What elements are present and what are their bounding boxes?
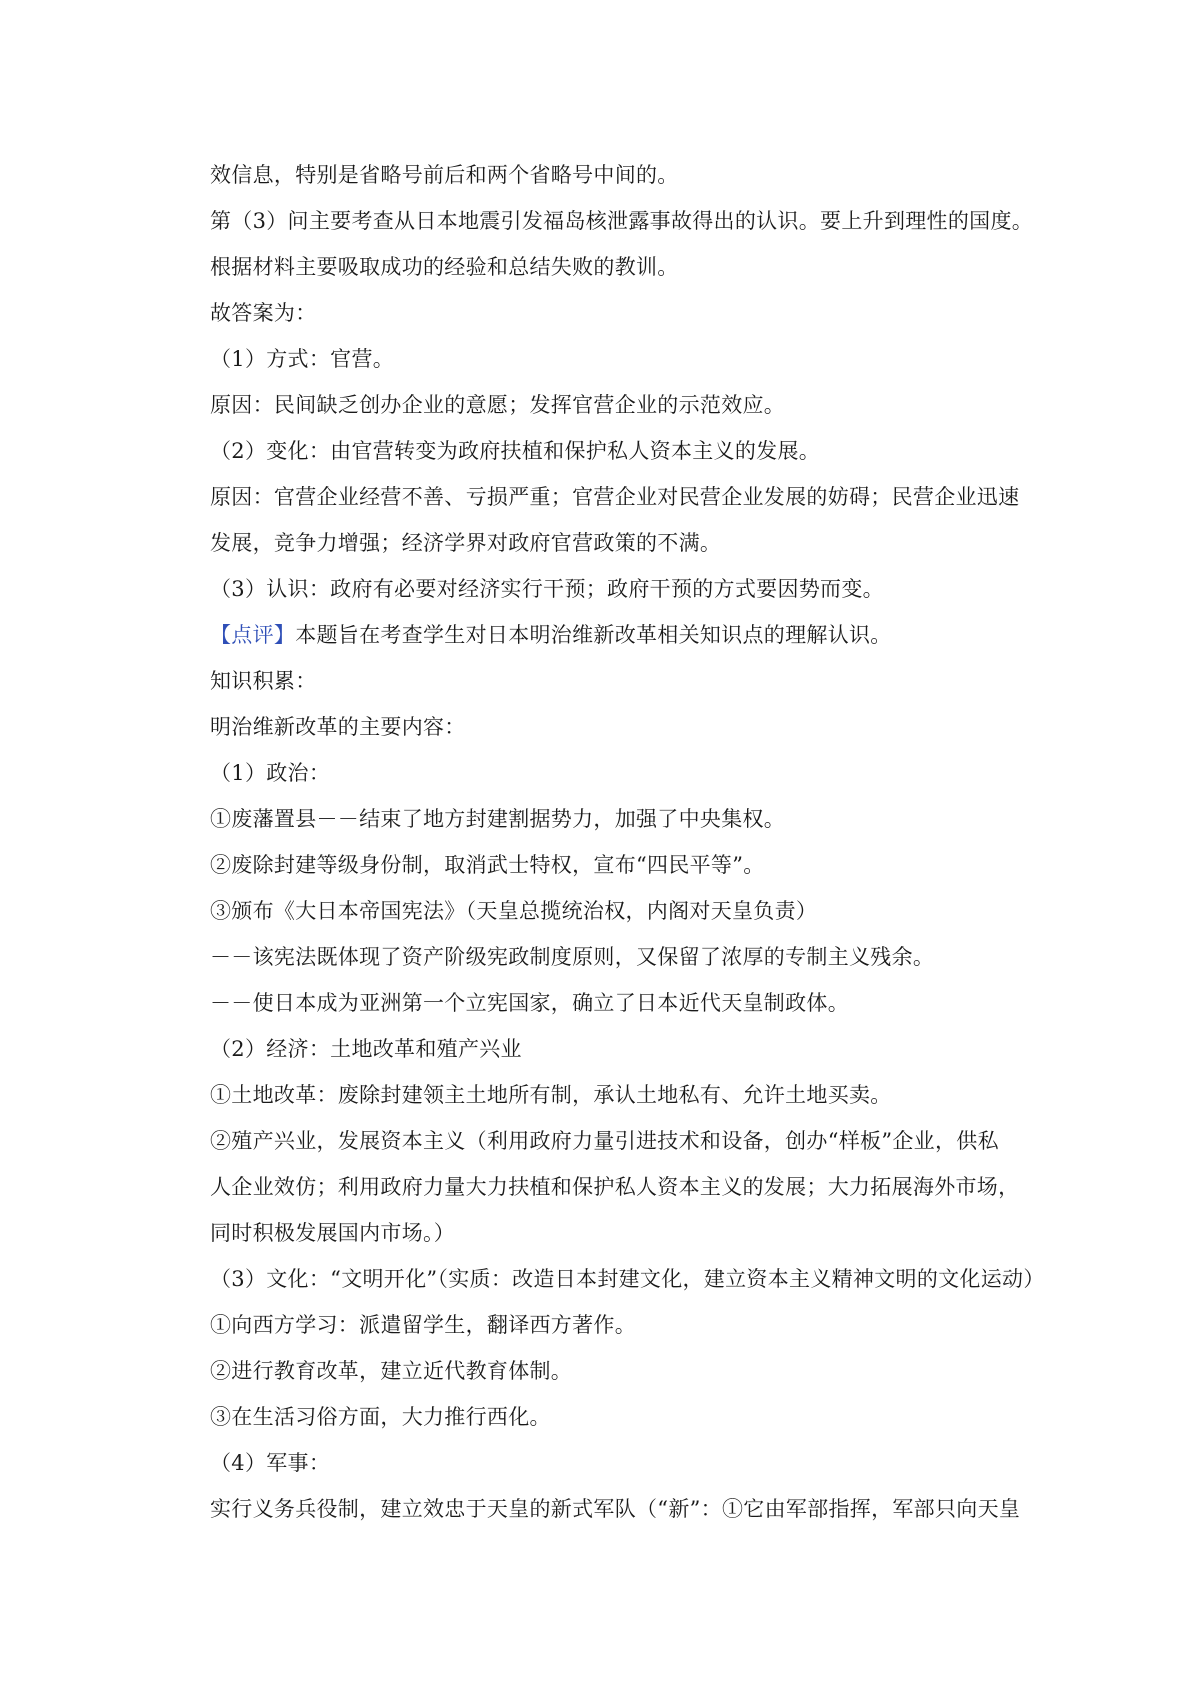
text-line: －－使日本成为亚洲第一个立宪国家，确立了日本近代天皇制政体。 (210, 991, 849, 1015)
text-line: ②废除封建等级身份制，取消武士特权，宣布“四民平等”。 (210, 853, 765, 877)
text-line: （2）经济：土地改革和殖产兴业 (210, 1037, 522, 1061)
text-line: ①废藩置县－－结束了地方封建割据势力，加强了中央集权。 (210, 807, 786, 831)
text-line: ①土地改革：废除封建领主土地所有制，承认土地私有、允许土地买卖。 (210, 1083, 892, 1107)
text-line: （4）军事： (210, 1451, 331, 1475)
text-line: （3）文化：“文明开化”（实质：改造日本封建文化，建立资本主义精神文明的文化运动） (210, 1267, 1045, 1291)
text-line: ②进行教育改革，建立近代教育体制。 (210, 1359, 573, 1383)
text-line: 实行义务兵役制，建立效忠于天皇的新式军队（“新”：①它由军部指挥，军部只向天皇 (210, 1497, 1021, 1521)
text-line: 知识积累： (210, 669, 317, 693)
text-line: 发展，竞争力增强；经济学界对政府官营政策的不满。 (210, 531, 722, 555)
text-line: （3）认识：政府有必要对经济实行干预；政府干预的方式要因势而变。 (210, 577, 884, 601)
review-text: 本题旨在考查学生对日本明治维新改革相关知识点的理解认识。 (295, 623, 892, 647)
text-line: 第（3）问主要考查从日本地震引发福岛核泄露事故得出的认识。要上升到理性的国度。 (210, 209, 1034, 233)
text-line: 故答案为： (210, 301, 317, 325)
text-line: （2）变化：由官营转变为政府扶植和保护私人资本主义的发展。 (210, 439, 821, 463)
text-line: 根据材料主要吸取成功的经验和总结失败的教训。 (210, 255, 679, 279)
text-line: （1）方式：官营。 (210, 347, 395, 371)
text-line: ②殖产兴业，发展资本主义（利用政府力量引进技术和设备，创办“样板”企业，供私 (210, 1129, 999, 1153)
document-body (210, 152, 1045, 1532)
text-line: ①向西方学习：派遣留学生，翻译西方著作。 (210, 1313, 636, 1337)
text-line: 同时积极发展国内市场。） (210, 1221, 456, 1245)
text-line: ③在生活习俗方面，大力推行西化。 (210, 1405, 551, 1429)
review-line (210, 612, 1030, 658)
review-tag: 【点评】 (210, 623, 296, 647)
text-line: 明治维新改革的主要内容： (210, 715, 466, 739)
text-line: －－该宪法既体现了资产阶级宪政制度原则，又保留了浓厚的专制主义残余。 (210, 945, 935, 969)
text-line: 原因：民间缺乏创办企业的意愿；发挥官营企业的示范效应。 (210, 393, 786, 417)
text-line: 效信息，特别是省略号前后和两个省略号中间的。 (210, 163, 679, 187)
text-line: 人企业效仿；利用政府力量大力扶植和保护私人资本主义的发展；大力拓展海外市场， (210, 1175, 1020, 1199)
text-line: 原因：官营企业经营不善、亏损严重；官营企业对民营企业发展的妨碍；民营企业迅速 (210, 485, 1020, 509)
text-line: （1）政治： (210, 761, 331, 785)
text-line: ③颁布《大日本帝国宪法》（天皇总揽统治权，内阁对天皇负责） (210, 899, 818, 923)
